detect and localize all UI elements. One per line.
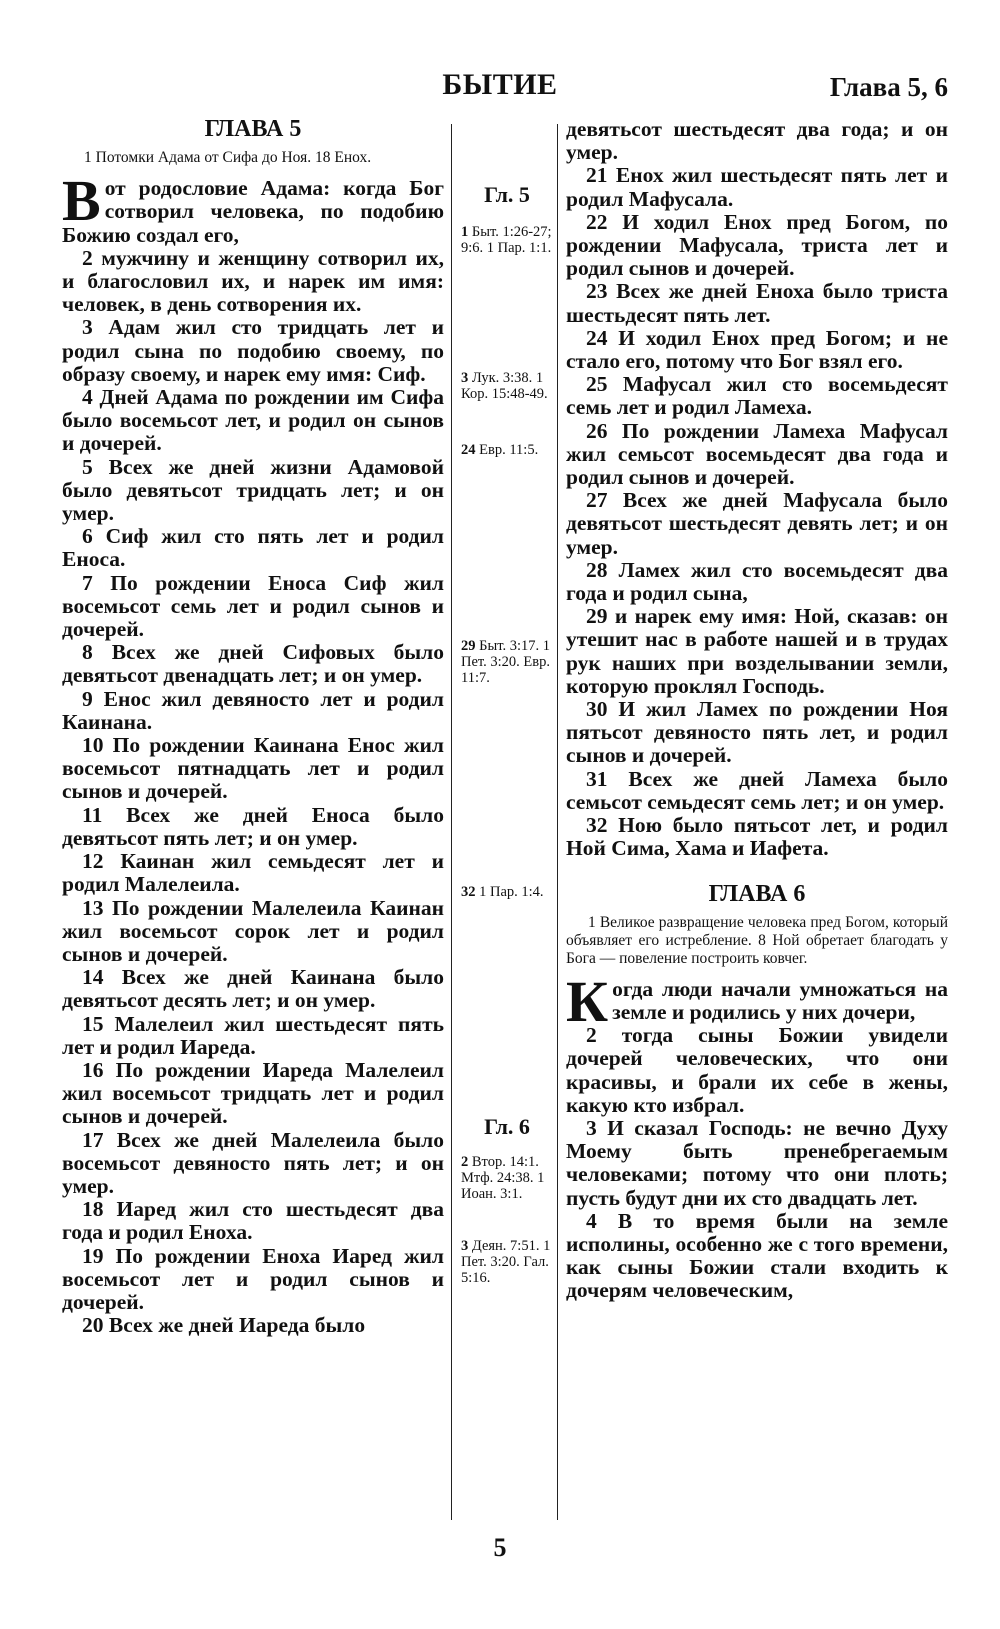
verse-5-30: 30 И жил Ламех по рождении Ноя пятьсот девяносто пять лет, и родил сынов и дочерей. bbox=[566, 697, 948, 768]
refs-chapter-5-label: Гл. 5 bbox=[484, 182, 530, 207]
drop-cap: В bbox=[62, 168, 101, 234]
verse-5-6: 6 Сиф жил сто пять лет и родил Еноса. bbox=[62, 524, 444, 572]
ref-item: 1 Быт. 1:26-27; 9:6. 1 Пар. 1:1. bbox=[461, 224, 552, 256]
verse-5-22: 22 И ходил Енох пред Богом, по рождении Мафусала, триста лет и родил сынов и дочерей. bbox=[566, 209, 948, 281]
verse-6-2: 2 тогда сыны Божии увидели дочерей человеческих, что они красивы, и брали их себе в жены, какую кто избрал. bbox=[566, 1023, 948, 1117]
verse-5-3: 3 Адам жил сто тридцать лет и родил сына по подобию своему, по образу своему, и нарек ему имя: Сиф. bbox=[62, 315, 444, 386]
verse-5-18: 18 Иаред жил сто шестьдесят два года и родил Еноха. bbox=[62, 1197, 444, 1245]
chapter-6-heading: ГЛАВА 6 bbox=[708, 880, 806, 907]
verse-5-5: 5 Всех же дней жизни Адамовой было девятьсот тридцать лет; и он умер. bbox=[62, 454, 444, 526]
verse-5-21: 21 Енох жил шестьдесят пять лет и родил Мафусала. bbox=[566, 163, 948, 211]
verse-5-19: 19 По рождении Еноха Иаред жил восемьсот лет и родил сынов и дочерей. bbox=[62, 1243, 444, 1314]
verse-6-1 bbox=[566, 968, 948, 1034]
verse-5-23: 23 Всех же дней Еноха было триста шестьдесят пять лет. bbox=[566, 279, 948, 327]
verse-5-29: 29 и нарек ему имя: Ной, сказав: он утешит нас в работе нашей и в трудах рук наших при возделывании земли, которую проклял Господь. bbox=[566, 604, 948, 698]
running-title: БЫТИЕ bbox=[442, 68, 558, 101]
verse-5-28: 28 Ламех жил сто восемьдесят два года и родил сына, bbox=[566, 557, 948, 606]
verse-6-4: 4 В то время были на земле исполины, особенно же с того времени, как сыны Божии стали входить к дочерям человеческим, bbox=[566, 1208, 948, 1303]
verse-5-17: 17 Всех же дней Малелеила было восемьсот девяносто пять лет; и он умер. bbox=[62, 1127, 444, 1198]
verse-5-32: 32 Ною было пятьсот лет, и родил Ной Сима, Хама и Иафета. bbox=[566, 813, 948, 861]
verse-5-12: 12 Каинан жил семьдесят лет и родил Малелеила. bbox=[62, 849, 444, 897]
column-divider-right bbox=[557, 124, 558, 1520]
verse-5-25: 25 Мафусал жил сто восемьдесят семь лет и родил Ламеха. bbox=[566, 372, 948, 420]
ref-item: 2 Втор. 14:1. Мтф. 24:38. 1 Иоан. 3:1. bbox=[461, 1154, 545, 1202]
verse-5-20: 20 Всех же дней Иареда было bbox=[82, 1313, 366, 1338]
verse-text: огда люди начали умножаться на земле и родились у них дочери, bbox=[612, 976, 948, 1024]
page-number: 5 bbox=[493, 1533, 507, 1562]
ref-item: 32 1 Пар. 1:4. bbox=[461, 884, 544, 900]
right-column bbox=[566, 118, 948, 1303]
chapter-6-summary: 1 Великое развращение человека пред Богом, который объявляет его истребление. 8 Ной обретает благодать у Бога — повеление построить ковчег. bbox=[566, 913, 948, 967]
verse-5-4: 4 Дней Адама по рождении им Сифа было восемьсот лет, и родил он сынов и дочерей. bbox=[62, 385, 444, 456]
verse-5-27: 27 Всех же дней Мафусала было девятьсот шестьдесят девять лет; и он умер. bbox=[566, 488, 948, 559]
verse-5-8: 8 Всех же дней Сифовых было девятьсот двенадцать лет; и он умер. bbox=[62, 640, 444, 688]
verse-5-11: 11 Всех же дней Еноса было девятьсот пять лет; и он умер. bbox=[62, 802, 444, 850]
refs-chapter-6-label: Гл. 6 bbox=[484, 1114, 530, 1139]
column-divider-left bbox=[451, 124, 452, 1520]
verse-5-31: 31 Всех же дней Ламеха было семьсот семьдесят семь лет; и он умер. bbox=[566, 766, 948, 814]
verse-5-26: 26 По рождении Ламеха Мафусал жил семьсот восемьдесят два года и родил сынов и дочерей. bbox=[566, 418, 948, 490]
verse-5-15: 15 Малелеил жил шестьдесят пять лет и родил Иареда. bbox=[62, 1011, 444, 1059]
verse-5-14: 14 Всех же дней Каинана было девятьсот десять лет; и он умер. bbox=[62, 965, 444, 1013]
chapter-5-summary: 1 Потомки Адама от Сифа до Ноя. 18 Енох. bbox=[84, 149, 372, 167]
verse-5-9: 9 Енос жил девяносто лет и родил Каинана. bbox=[62, 686, 444, 734]
verse-5-13: 13 По рождении Малелеила Каинан жил восемьсот сорок лет и родил сынов и дочерей. bbox=[62, 895, 444, 966]
chapter-5-heading: ГЛАВА 5 bbox=[204, 116, 302, 142]
left-column bbox=[62, 118, 444, 1337]
verse-5-7: 7 По рождении Еноса Сиф жил восемьсот семь лет и родил сынов и дочерей. bbox=[62, 570, 444, 642]
verse-5-2: 2 мужчину и женщину сотворил их, и благословил их, и нарек им имя: человек, в день сотворения их. bbox=[62, 245, 444, 317]
ref-item: 3 Деян. 7:51. 1 Пет. 3:20. Гал. 5:16. bbox=[461, 1238, 551, 1286]
ref-item: 24 Евр. 11:5. bbox=[461, 442, 539, 458]
verse-5-20-cont: девятьсот шестьдесят два года; и он умер. bbox=[566, 117, 948, 165]
ref-item: 29 Быт. 3:17. 1 Пет. 3:20. Евр. 11:7. bbox=[461, 638, 551, 686]
verse-5-1 bbox=[62, 168, 444, 247]
verse-text: от родословие Адама: когда Бог сотворил человека, по подобию Божию создал его, bbox=[62, 176, 444, 247]
verse-6-3: 3 И сказал Господь: не вечно Духу Моему быть пренебрегаемым человеками; потому что они плоть; пусть будут дни их сто двадцать лет. bbox=[566, 1115, 948, 1210]
verse-5-24: 24 И ходил Енох пред Богом; и не стало его, потому что Бог взял его. bbox=[566, 325, 948, 374]
ref-item: 3 Лук. 3:38. 1 Кор. 15:48-49. bbox=[461, 370, 548, 402]
drop-cap: К bbox=[566, 968, 609, 1034]
running-chapter-range: Глава 5, 6 bbox=[829, 72, 948, 102]
verse-5-10: 10 По рождении Каинана Енос жил восемьсот пятнадцать лет и родил сынов и дочерей. bbox=[62, 733, 444, 804]
verse-5-16: 16 По рождении Иареда Малелеил жил восемьсот тридцать лет и родил сынов и дочерей. bbox=[62, 1057, 444, 1129]
